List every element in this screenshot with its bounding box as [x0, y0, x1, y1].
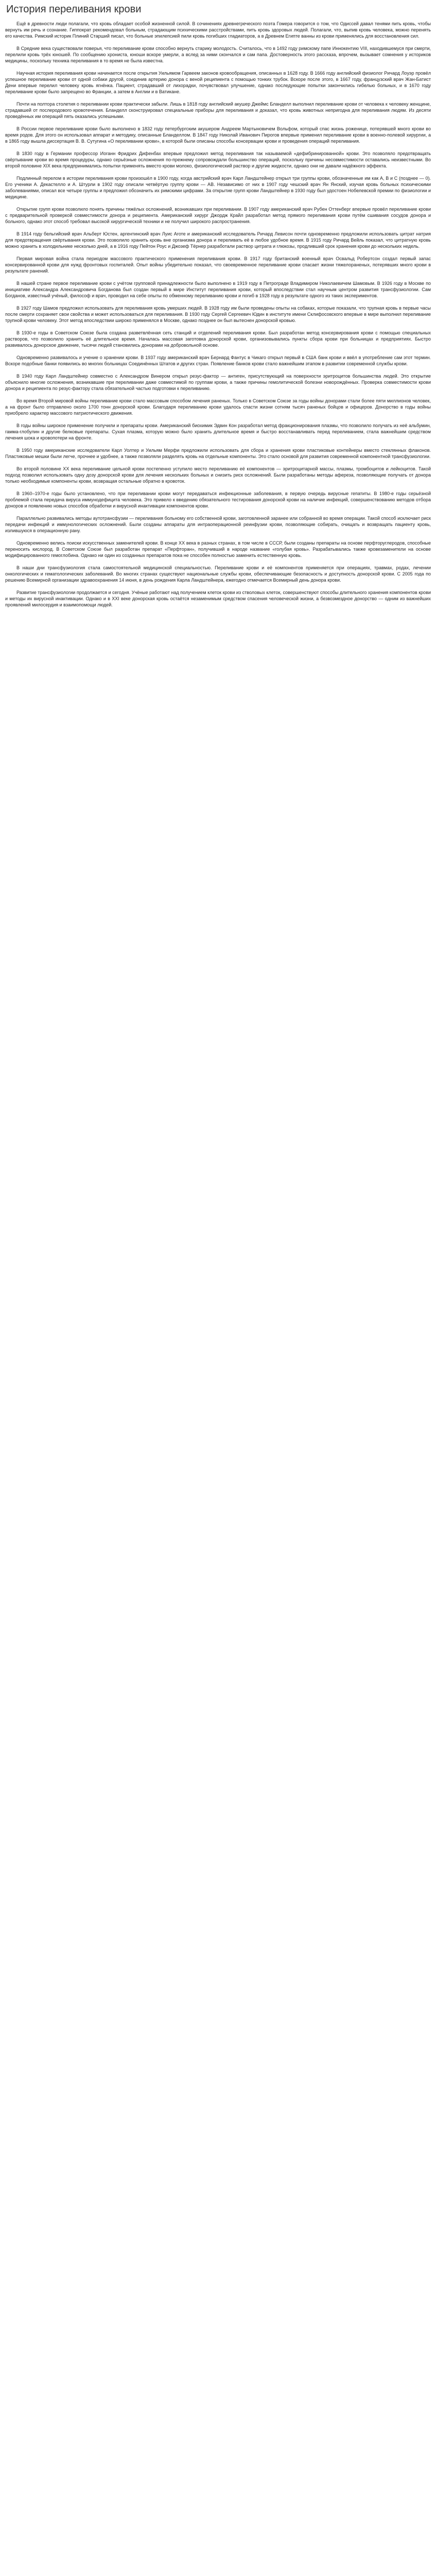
article-paragraph: Почти на полтора столетия о переливании крови практически забыли. Лишь в 1818 году английский акушер Джеймс Бланделл выполнил переливание крови от человека к человеку женщине, страдавшей от послеродового кровотечения. Бланделл сконструировал специальные приборы для переливания и доказал, что кровь животных непригодна для переливания людям. Из десяти проведённых им операций пять оказались успешными.: [5, 101, 431, 119]
article-paragraph: В 1830 году в Германии профессор Иоганн Фридрих Дифенбах впервые предложил метод переливания так называемой «дефибринированной» крови. Это позволяло предотвращать свёртывание крови во время процедуры, однако серьёзные осложнения по-прежнему сопровождали большинство операций, поскольку причины несовместимости оставались неизвестными. Во второй половине XIX века предпринимались попытки применять вместо крови молоко, физиологический раствор и другие жидкости, однако они не давали надёжного эффекта.: [5, 151, 431, 168]
article-paragraph: Во второй половине XX века переливание цельной крови постепенно уступило место переливанию её компонентов — эритроцитарной массы, плазмы, тромбоцитов и лейкоцитов. Такой подход позволил использовать одну дозу донорской крови для лечения нескольких больных и снизить риск осложнений. Были разработаны методы аферезa, позволяющие получать от донора только необходимые компоненты крови, возвращая остальные обратно в кровоток.: [5, 466, 431, 484]
article-paragraph: В 1940 году Карл Ландштейнер совместно с Александром Винером открыл резус-фактор — антиген, присутствующий на поверхности эритроцитов большинства людей. Это открытие объяснило многие осложнения, возникавшие при переливании даже совместимой по группам крови, а также причины гемолитической болезни новорождённых. Проверка совместимости крови донора и реципиента по резус-фактору стала обязательной частью подготовки к переливанию.: [5, 374, 431, 391]
article-paragraph: Развитие трансфузиологии продолжается и сегодня. Учёные работают над получением клеток крови из стволовых клеток, совершенствуют способы длительного хранения компонентов крови и методы их вирусной инактивации. Однако и в XXI веке донорская кровь остаётся незаменимым средством спасения человеческой жизни, а безвозмездное донорство — одним из важнейших проявлений милосердия и взаимопомощи людей.: [5, 590, 431, 607]
article-paragraph: Параллельно развивались методы аутотрансфузии — переливания больному его собственной крови, заготовленной заранее или собранной во время операции. Такой способ исключает риск передачи инфекций и иммунологических осложнений. Были созданы аппараты для интраоперационной реинфузии крови, позволяющие собирать, очищать и возвращать пациенту кровь, излившуюся в операционную рану.: [5, 516, 431, 533]
article-paragraph: В наши дни трансфузиология стала самостоятельной медицинской специальностью. Переливание крови и её компонентов применяется при операциях, травмах, родах, лечении онкологических и гематологических заболеваний. Во многих странах существуют национальные службы крови, обеспечивающие безопасность и доступность донорской крови. С 2005 года по решению Всемирной организации здравоохранения 14 июня, в день рождения Карла Ландштейнера, ежегодно отмечается Всемирный день донора крови.: [5, 565, 431, 583]
article-paragraph: В 1914 году бельгийский врач Альберт Юстен, аргентинский врач Луис Аготе и американский исследователь Ричард Левисон почти одновременно предложили использовать цитрат натрия для предотвращения свёртывания крови. Это позволило хранить кровь вне организма донора и переливать её в любое удобное время. В 1915 году Ричард Вейль показал, что цитратную кровь можно хранить в холодильнике несколько дней, а в 1916 году Пейтон Роус и Джозеф Тёрнер разработали раствор цитрата и глюкозы, продливший срок хранения крови до нескольких недель.: [5, 231, 431, 249]
page-title: История переливания крови: [6, 4, 142, 15]
article-paragraph: В Средние века существовали поверья, что переливание крови способно вернуть старику молодость. Считалось, что в 1492 году римскому папе Иннокентию VIII, находившемуся при смерти, перелили кровь трёх юношей. По сообщению хрониста, юноши вскоре умерли, а вслед за ними скончался и сам папа. Достоверность этого рассказа, впрочем, вызывает сомнения у историков медицины, поскольку техника переливания в то время не была известна.: [5, 46, 431, 63]
article-paragraph: В 1927 году Шамов предложил использовать для переливания кровь умерших людей. В 1928 году им были проведены опыты на собаках, которые показали, что трупная кровь в первые часы после смерти сохраняет свои свойства и может использоваться для переливания. В 1930 году Сергей Сергеевич Юдин в институте имени Склифосовского впервые в мире выполнил переливание трупной крови человеку. Этот метод впоследствии широко применялся в Москве, однако позднее он был вытеснен донорской кровью.: [5, 306, 431, 323]
article-paragraph: В 1950 году американские исследователи Карл Уолтер и Уильям Мерфи предложили использовать для сбора и хранения крови пластиковые контейнеры вместо стеклянных флаконов. Пластиковые мешки были легче, прочнее и удобнее, а также позволяли разделять кровь на отдельные компоненты. Это стало основой для развития современной компонентной трансфузиологии.: [5, 448, 431, 459]
article-paragraph: Ещё в древности люди полагали, что кровь обладает особой жизненной силой. В сочинениях древнегреческого поэта Гомера говорится о том, что Одиссей давал тенями пить кровь, чтобы вернуть им речь и сознание. Гиппократ рекомендовал больным, страдающим психическими расстройствами, пить кровь здоровых людей. Полагали, что, выпив кровь человека, можно перенять его качества. Римский историк Плиний Старший писал, что больные эпилепсией пили кровь погибших гладиаторов, а в Древнем Египте ванны из крови применялись для восстановления сил.: [5, 21, 431, 39]
article-paragraph: Одновременно велись поиски искусственных заменителей крови. В конце XX века в разных странах, в том числе в СССР, были созданы препараты на основе перфторуглеродов, способные переносить кислород. В Советском Союзе был разработан препарат «Перфторан», получивший в народе название «голубая кровь». Разрабатывались также кровезаменители на основе модифицированного гемоглобина. Однако ни один из созданных препаратов пока не способен полностью заменить естественную кровь.: [5, 540, 431, 558]
article-paragraph: Подлинный перелом в истории переливания крови произошёл в 1900 году, когда австрийский врач Карл Ландштейнер открыл три группы крови, обозначенные им как A, B и C (позднее — 0). Его ученики А. Декастелло и А. Штурли в 1902 году описали четвёртую группу крови — AB. Независимо от них в 1907 году чешский врач Ян Янский, изучая кровь больных психическими заболеваниями, описал все четыре группы и предложил обозначить их римскими цифрами. За открытие групп крови Ландштейнер в 1930 году был удостоен Нобелевской премии по физиологии и медицине.: [5, 176, 431, 199]
article-paragraph: Во время Второй мировой войны переливание крови стало массовым способом лечения раненых. Только в Советском Союзе за годы войны донорами стали более пяти миллионов человек, а на фронт было отправлено около 1700 тонн донорской крови. Благодаря переливанию крови удалось спасти жизни сотням тысяч раненых бойцов и офицеров. Донорство в годы войны приобрело характер массового патриотического движения.: [5, 398, 431, 416]
article-paragraph: Открытие групп крови позволило понять причины тяжёлых осложнений, возникавших при переливании. В 1907 году американский врач Рубен Оттенберг впервые провёл переливание крови с предварительной проверкой совместимости донора и реципиента. Американский хирург Джордж Крайл разработал метод прямого переливания крови путём сшивания сосудов донора и больного, однако этот способ требовал высокой хирургической техники и не получил широкого распространения.: [5, 207, 431, 224]
article-paragraph: В нашей стране первое переливание крови с учётом групповой принадлежности было выполнено в 1919 году в Петрограде Владимиром Николаевичем Шамовым. В 1926 году в Москве по инициативе Александра Александровича Богданова был создан первый в мире Институт переливания крови, который впоследствии стал научным центром развития трансфузиологии. Сам Богданов, известный учёный, философ и врач, проводил на себе опыты по обменному переливанию крови и погиб в 1928 году в результате одного из таких экспериментов.: [5, 281, 431, 298]
article-body: [5, 21, 431, 608]
article-paragraph: В России первое переливание крови было выполнено в 1832 году петербургским акушером Андреем Мартыновичем Вольфом, который спас жизнь роженице, потерявшей много крови во время родов. Для этого он использовал аппарат и методику, описанные Бланделлом. В 1847 году Николай Иванович Пирогов впервые применил переливание крови в военно-полевой хирургии, а в 1865 году вышла диссертация В. В. Сутугина «О переливании крови», в которой были описаны способы консервации крови и проведения операций переливания.: [5, 126, 431, 144]
article-paragraph: Одновременно развивалось и учение о хранении крови. В 1937 году американский врач Бернард Фантус в Чикаго открыл первый в США банк крови и ввёл в употребление сам этот термин. Вскоре подобные банки появились во многих больницах Соединённых Штатов и других стран. Появление банков крови стало важнейшим этапом в развитии современной службы крови.: [5, 355, 431, 366]
article-paragraph: В 1930-е годы в Советском Союзе была создана разветвлённая сеть станций и отделений переливания крови. Был разработан метод консервирования крови с помощью специальных растворов, что позволило хранить её длительное время. Началась массовая заготовка донорской крови, организовывались пункты сбора крови при больницах и предприятиях. Быстро развивалось донорское движение, тысячи людей становились донорами на добровольной основе.: [5, 330, 431, 348]
article-paragraph: Первая мировая война стала периодом массового практического применения переливания крови. В 1917 году британский военный врач Освальд Робертсон создал первый запас консервированной крови для нужд фронтовых госпиталей. Опыт войны убедительно показал, что своевременное переливание крови спасает жизни тяжелораненых, потерявших много крови в результате ранений.: [5, 256, 431, 274]
article-paragraph: В годы войны широкое применение получили и препараты крови. Американский биохимик Эдвин Кон разработал метод фракционирования плазмы, что позволило получать из неё альбумин, гамма-глобулин и другие белковые препараты. Сухая плазма, которую можно было хранить длительное время и быстро восстанавливать перед переливанием, стала важнейшим средством лечения шока и кровопотери на фронте.: [5, 423, 431, 440]
article-paragraph: Научная история переливания крови начинается после открытия Уильямом Гарвеем законов кровообращения, описанных в 1628 году. В 1666 году английский физиолог Ричард Лоуэр провёл успешное переливание крови от одной собаки другой, соединив артерию донора с веной реципиента с помощью тонких трубок. Вскоре после этого, в 1667 году, французский врач Жан-Батист Дени впервые перелил человеку кровь ягнёнка. Пациент, страдавший от лихорадки, почувствовал улучшение, однако последующие попытки закончились гибелью больных, и в 1670 году переливание крови было запрещено во Франции, а затем в Англии и в Ватикане.: [5, 71, 431, 94]
article-paragraph: В 1960–1970-е годы было установлено, что при переливании крови могут передаваться инфекционные заболевания, в первую очередь вирусные гепатиты. В 1980-е годы серьёзной проблемой стала передача вируса иммунодефицита человека. Это привело к введению обязательного тестирования донорской крови на наличие инфекций, совершенствованию методов отбора доноров и появлению новых способов обработки и вирусной инактивации компонентов крови.: [5, 491, 431, 509]
